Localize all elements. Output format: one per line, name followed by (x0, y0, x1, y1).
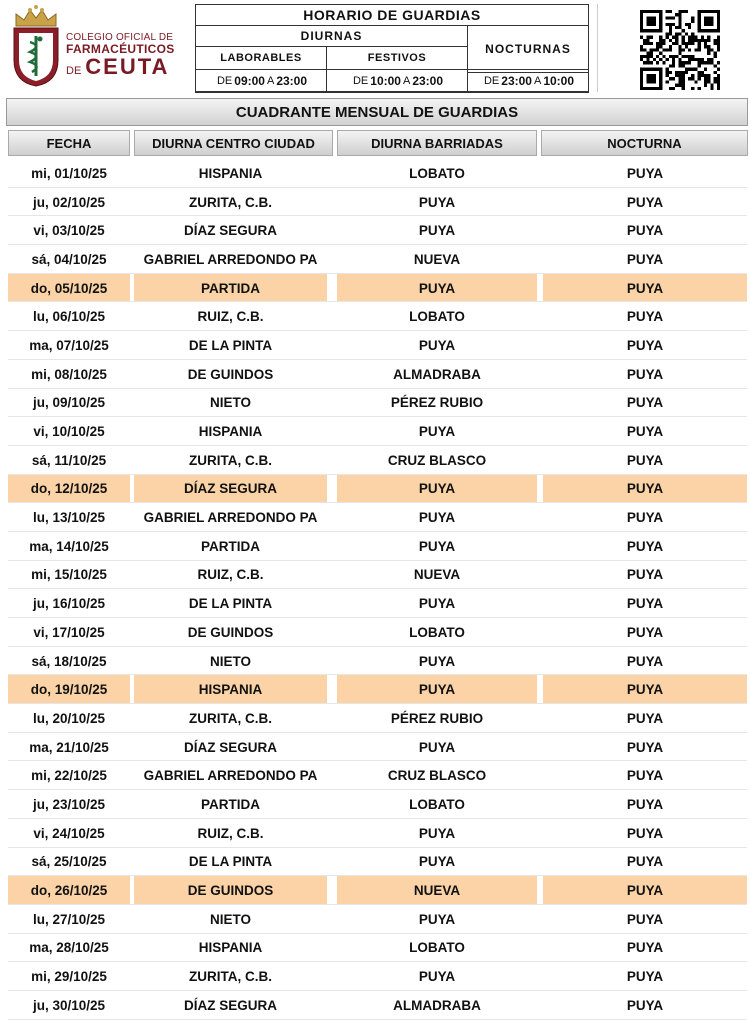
cell-fecha: sá, 11/10/25 (31, 452, 107, 468)
cell-diurna-barriadas: PUYA (418, 596, 456, 612)
cell-diurna-barriadas: ALMADRABA (393, 366, 481, 382)
cell-nocturna: PUYA (543, 475, 747, 504)
table-row (0, 503, 750, 532)
cell-fecha: mi, 08/10/25 (31, 366, 107, 382)
cell-fecha: vi, 24/10/25 (33, 825, 105, 841)
cell-fecha: ma, 28/10/25 (29, 940, 109, 956)
cell-fecha: vi, 17/10/25 (33, 624, 105, 640)
table-row (0, 216, 750, 245)
cell-fecha: do, 26/10/25 (8, 876, 130, 905)
logo-line1: COLEGIO OFICIAL DE (66, 32, 174, 43)
table-row (0, 819, 750, 848)
table-row (0, 962, 750, 991)
cell-diurna-barriadas: LOBATO (409, 796, 465, 812)
cell-nocturna: PUYA (626, 395, 664, 411)
table-row (0, 991, 750, 1020)
cell-diurna-barriadas: PUYA (418, 969, 456, 985)
cell-nocturna: PUYA (626, 854, 664, 870)
table-row (0, 389, 750, 418)
cell-diurna-centro: DÍAZ SEGURA (183, 739, 277, 755)
table-row (0, 417, 750, 446)
cell-nocturna: PUYA (626, 710, 664, 726)
table-row (0, 274, 750, 303)
cell-diurna-barriadas: PUYA (418, 825, 456, 841)
cell-nocturna: PUYA (543, 274, 747, 303)
cell-diurna-centro: DE GUINDOS (134, 876, 327, 905)
cell-diurna-barriadas: CRUZ BLASCO (387, 452, 487, 468)
cell-diurna-centro: HISPANIA (198, 940, 263, 956)
cell-nocturna: PUYA (626, 223, 664, 239)
table-row (0, 446, 750, 475)
cell-diurna-centro: ZURITA, C.B. (189, 452, 272, 468)
cell-diurna-centro: RUIZ, C.B. (197, 309, 264, 325)
crest-icon (8, 4, 64, 88)
cell-diurna-centro: NIETO (209, 395, 251, 411)
cell-diurna-centro: DÍAZ SEGURA (183, 223, 277, 239)
cell-fecha: mi, 01/10/25 (31, 165, 107, 181)
cell-diurna-centro: NIETO (209, 911, 251, 927)
cell-diurna-barriadas: PUYA (337, 675, 537, 704)
cell-diurna-centro: ZURITA, C.B. (189, 969, 272, 985)
cell-nocturna: PUYA (626, 567, 664, 583)
table-row (0, 245, 750, 274)
column-header-fecha: FECHA (8, 130, 130, 156)
cell-nocturna: PUYA (626, 165, 664, 181)
cell-diurna-centro: DÍAZ SEGURA (183, 997, 277, 1013)
schedule-laborables: LABORABLES (195, 46, 327, 70)
cell-diurna-barriadas: PUYA (337, 475, 537, 504)
cell-diurna-centro: DE LA PINTA (188, 854, 273, 870)
cell-fecha: mi, 29/10/25 (31, 969, 107, 985)
cell-fecha: lu, 27/10/25 (32, 911, 106, 927)
cell-diurna-barriadas: PUYA (337, 274, 537, 303)
cell-diurna-barriadas: CRUZ BLASCO (387, 768, 487, 784)
cell-diurna-barriadas: PUYA (418, 854, 456, 870)
cell-diurna-barriadas: LOBATO (409, 165, 465, 181)
table-row (0, 934, 750, 963)
cell-diurna-barriadas: PUYA (418, 223, 456, 239)
row-divider (8, 1019, 747, 1020)
table-row (0, 188, 750, 217)
schedule-table (195, 4, 589, 92)
cell-diurna-centro: PARTIDA (201, 538, 260, 554)
laborables-hours: DE 09:00 A 23:00 (195, 69, 327, 93)
cell-diurna-centro: PARTIDA (201, 796, 260, 812)
cell-fecha: ma, 21/10/25 (29, 739, 109, 755)
schedule-nocturnas: NOCTURNAS (467, 25, 589, 73)
cell-fecha: ju, 02/10/25 (32, 194, 106, 210)
cell-diurna-centro: NIETO (209, 653, 251, 669)
table-row (0, 876, 750, 905)
cell-nocturna: PUYA (626, 452, 664, 468)
cell-diurna-centro: RUIZ, C.B. (197, 567, 264, 583)
cell-nocturna: PUYA (626, 510, 664, 526)
cell-fecha: ju, 23/10/25 (32, 796, 106, 812)
cell-nocturna: PUYA (626, 538, 664, 554)
cell-fecha: ma, 07/10/25 (29, 337, 109, 353)
cell-fecha: sá, 25/10/25 (31, 854, 107, 870)
cell-diurna-centro: GABRIEL ARREDONDO PA (143, 768, 318, 784)
column-header-diurna-centro: DIURNA CENTRO CIUDAD (134, 130, 333, 156)
cell-fecha: ma, 14/10/25 (29, 538, 109, 554)
cell-fecha: sá, 18/10/25 (31, 653, 107, 669)
nocturnas-hours: DE 23:00 A 10:00 (467, 69, 589, 93)
schedule-festivos: FESTIVOS (326, 46, 468, 70)
cell-nocturna: PUYA (543, 876, 747, 905)
cell-fecha: ju, 16/10/25 (32, 596, 106, 612)
cell-diurna-barriadas: PÉREZ RUBIO (390, 395, 484, 411)
cell-diurna-barriadas: PUYA (418, 337, 456, 353)
college-logo (6, 4, 186, 88)
cell-diurna-centro: DE LA PINTA (188, 337, 273, 353)
cell-fecha: vi, 10/10/25 (33, 424, 105, 440)
table-row (0, 733, 750, 762)
cell-fecha: mi, 22/10/25 (31, 768, 107, 784)
schedule-diurnas: DIURNAS (195, 25, 468, 47)
cell-fecha: ju, 30/10/25 (32, 997, 106, 1013)
header-divider (597, 4, 598, 92)
table-row (0, 704, 750, 733)
cell-diurna-centro: GABRIEL ARREDONDO PA (143, 251, 318, 267)
cell-diurna-centro: HISPANIA (198, 165, 263, 181)
table-row (0, 905, 750, 934)
cell-nocturna: PUYA (626, 911, 664, 927)
cell-fecha: vi, 03/10/25 (33, 223, 105, 239)
cell-diurna-barriadas: PUYA (418, 424, 456, 440)
cell-diurna-barriadas: NUEVA (413, 251, 461, 267)
cell-fecha: mi, 15/10/25 (31, 567, 107, 583)
cell-fecha: lu, 06/10/25 (32, 309, 106, 325)
cell-nocturna: PUYA (626, 796, 664, 812)
table-title: CUADRANTE MENSUAL DE GUARDIAS (6, 98, 748, 126)
cell-nocturna: PUYA (626, 424, 664, 440)
cell-nocturna: PUYA (626, 309, 664, 325)
logo-de: DE (66, 65, 82, 77)
cell-diurna-barriadas: PUYA (418, 194, 456, 210)
cell-fecha: ju, 09/10/25 (32, 395, 106, 411)
logo-ceuta: CEUTA (85, 54, 170, 79)
cell-diurna-centro: DÍAZ SEGURA (134, 475, 327, 504)
cell-diurna-barriadas: ALMADRABA (393, 997, 481, 1013)
cell-nocturna: PUYA (626, 337, 664, 353)
cell-nocturna: PUYA (543, 675, 747, 704)
column-header-nocturna: NOCTURNA (541, 130, 748, 156)
cell-nocturna: PUYA (626, 825, 664, 841)
table-row (0, 159, 750, 188)
cell-diurna-barriadas: PUYA (418, 911, 456, 927)
logo-line2: FARMACÉUTICOS (66, 42, 175, 56)
table-row (0, 302, 750, 331)
cell-fecha: lu, 20/10/25 (32, 710, 106, 726)
cell-fecha: do, 05/10/25 (8, 274, 130, 303)
cell-diurna-barriadas: LOBATO (409, 940, 465, 956)
qr-code-icon[interactable] (640, 10, 720, 90)
cell-diurna-barriadas: LOBATO (409, 309, 465, 325)
table-row (0, 675, 750, 704)
table-row (0, 475, 750, 504)
column-header-diurna-barriadas: DIURNA BARRIADAS (337, 130, 537, 156)
cell-diurna-centro: DE GUINDOS (187, 624, 274, 640)
cell-nocturna: PUYA (626, 596, 664, 612)
table-row (0, 790, 750, 819)
cell-nocturna: PUYA (626, 251, 664, 267)
table-row (0, 589, 750, 618)
schedule-title: HORARIO DE GUARDIAS (195, 4, 589, 26)
cell-diurna-centro: HISPANIA (198, 424, 263, 440)
cell-diurna-barriadas: PUYA (418, 538, 456, 554)
cell-diurna-centro: HISPANIA (134, 675, 327, 704)
cell-nocturna: PUYA (626, 739, 664, 755)
table-row (0, 761, 750, 790)
cell-fecha: do, 12/10/25 (8, 475, 130, 504)
cell-diurna-barriadas: PUYA (418, 653, 456, 669)
cell-diurna-centro: DE GUINDOS (187, 366, 274, 382)
cell-nocturna: PUYA (626, 366, 664, 382)
cell-diurna-barriadas: PÉREZ RUBIO (390, 710, 484, 726)
cell-diurna-centro: GABRIEL ARREDONDO PA (143, 510, 318, 526)
cell-nocturna: PUYA (626, 997, 664, 1013)
cell-nocturna: PUYA (626, 194, 664, 210)
cell-fecha: lu, 13/10/25 (32, 510, 106, 526)
cell-fecha: do, 19/10/25 (8, 675, 130, 704)
cell-diurna-barriadas: NUEVA (413, 567, 461, 583)
cell-diurna-centro: PARTIDA (134, 274, 327, 303)
cell-diurna-centro: DE LA PINTA (188, 596, 273, 612)
guard-schedule-rows (0, 159, 750, 1020)
cell-nocturna: PUYA (626, 768, 664, 784)
cell-diurna-centro: ZURITA, C.B. (189, 710, 272, 726)
festivos-hours: DE 10:00 A 23:00 (326, 69, 468, 93)
table-row (0, 618, 750, 647)
cell-fecha: sá, 04/10/25 (31, 251, 107, 267)
cell-nocturna: PUYA (626, 624, 664, 640)
table-row (0, 360, 750, 389)
cell-diurna-centro: RUIZ, C.B. (197, 825, 264, 841)
cell-diurna-barriadas: PUYA (418, 510, 456, 526)
cell-diurna-centro: ZURITA, C.B. (189, 194, 272, 210)
table-row (0, 561, 750, 590)
cell-nocturna: PUYA (626, 940, 664, 956)
table-row (0, 647, 750, 676)
table-row (0, 331, 750, 360)
cell-nocturna: PUYA (626, 969, 664, 985)
cell-diurna-barriadas: PUYA (418, 739, 456, 755)
cell-diurna-barriadas: NUEVA (337, 876, 537, 905)
table-row (0, 532, 750, 561)
cell-diurna-barriadas: LOBATO (409, 624, 465, 640)
cell-nocturna: PUYA (626, 653, 664, 669)
table-row (0, 848, 750, 877)
